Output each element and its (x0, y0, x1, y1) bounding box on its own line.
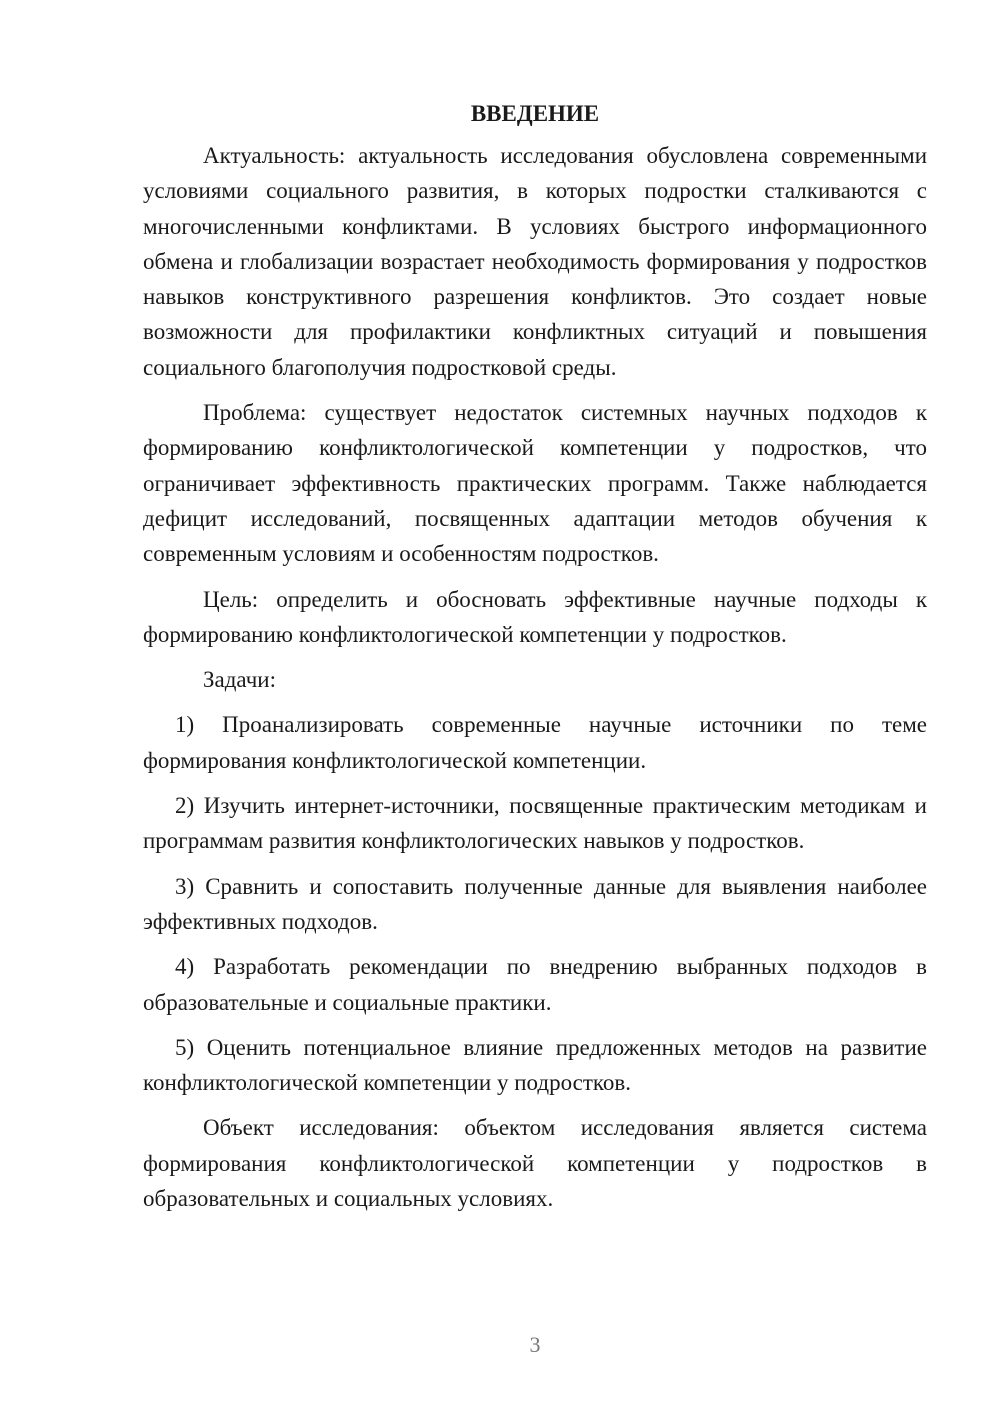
task-item-5: 5) Оценить потенциальное влияние предложенных методов на развитие конфликтологической компетенции у подростков. (143, 1034, 927, 1096)
task-item-3: 3) Сравнить и сопоставить полученные данные для выявления наиболее эффективных подходов. (143, 873, 927, 934)
task-item-1: 1) Проанализировать современные научные источники по теме формирования конфликтологической компетенции. (143, 712, 927, 773)
relevance-paragraph: Актуальность: актуальность исследования обусловлена современными условиями социального развития, в которых подростки сталкиваются с многочисленными конфликтами. В условиях быстрого информационного обмена и глобализации возрастает необходимость формирования у подростков навыков конструктивного разрешения конфликтов. Это создает новые возможности для профилактики конфликтных ситуаций и повышения социального благополучия подростковой среды. (143, 143, 927, 380)
section-title: ВВЕДЕНИЕ (470, 101, 600, 126)
page-content (143, 96, 927, 1216)
object-paragraph: Объект исследования: объектом исследования является система формирования конфликтологической компетенции у подростков в образовательных и социальных условиях. (143, 1115, 927, 1212)
task-item-4: 4) Разработать рекомендации по внедрению выбранных подходов в образовательные и социальные практики. (143, 954, 927, 1015)
page-number: 3 (529, 1332, 541, 1357)
task-item-2: 2) Изучить интернет-источники, посвященные практическим методикам и программам развития конфликтологических навыков у подростков. (143, 793, 927, 854)
tasks-heading: Задачи: (203, 667, 276, 693)
goal-paragraph: Цель: определить и обосновать эффективные научные подходы к формированию конфликтологической компетенции у подростков. (143, 586, 927, 647)
problem-paragraph: Проблема: существует недостаток системных научных подходов к формированию конфликтологической компетенции у подростков, что ограничивает эффективность практических программ. Также наблюдается дефицит исследований, посвященных адаптации методов обучения к современным условиям и особенностям подростков. (143, 400, 927, 567)
